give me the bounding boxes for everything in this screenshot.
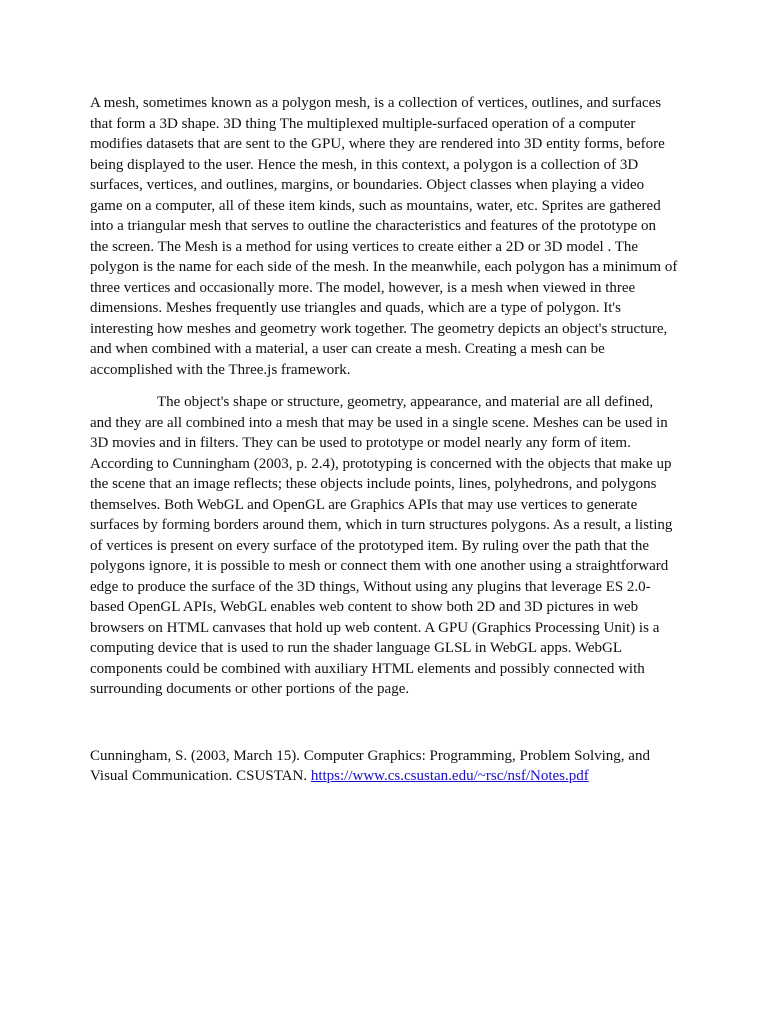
body-paragraph-1: A mesh, sometimes known as a polygon mesh, is a collection of vertices, outlines, and surfaces that form a 3D shape. 3D thing The multiplexed multiple-surfaced operation of a computer modifies datasets that are sent to the GPU, where they are rendered into 3D entity forms, before being displayed to the user. Hence the mesh, in this context, a polygon is a collection of 3D surfaces, vertices, and outlines, margins, or boundaries. Object classes when playing a video game on a computer, all of these item kinds, such as mountains, water, etc. Sprites are gathered into a triangular mesh that serves to outline the characteristics and features of the prototype on the screen. The Mesh is a method for using vertices to create either a 2D or 3D model . The polygon is the name for each side of the mesh. In the meanwhile, each polygon has a minimum of three vertices and occasionally more. The model, however, is a mesh when viewed in three dimensions. Meshes frequently use triangles and quads, which are a type of polygon. It's interesting how meshes and geometry work together. The geometry depicts an object's structure, and when combined with a material, a user can create a mesh. Creating a mesh can be accomplished with the Three.js framework. <box>90 95 678 378</box>
reference-text: Cunningham, S. (2003, March 15). Computer Graphics: Programming, Problem Solving, and Visual Communication. CSUSTAN. <box>90 747 650 784</box>
reference-link[interactable]: https://www.cs.csustan.edu/~rsc/nsf/Notes.pdf <box>310 768 589 784</box>
document-body <box>90 93 678 787</box>
body-paragraph-2: The object's shape or structure, geometry, appearance, and material are all defined, and they are all combined into a mesh that may be used in a single scene. Meshes can be used in 3D movies and in filters. They can be used to prototype or model nearly any form of item. According to Cunningham (2003, p. 2.4), prototyping is concerned with the objects that make up the scene that an image reflects; these objects include points, lines, polyhedrons, and polygons themselves. Both WebGL and OpenGL are Graphics APIs that may use vertices to generate surfaces by forming borders around them, which in turn structures polygons. As a result, a listing of vertices is present on every surface of the prototyped item. By ruling over the path that the polygons ignore, it is possible to mesh or connect them with one another using a straightforward edge to produce the surface of the 3D things, Without using any plugins that leverage ES 2.0-based OpenGL APIs, WebGL enables web content to show both 2D and 3D pictures in web browsers on HTML canvases that hold up web content. A GPU (Graphics Processing Unit) is a computing device that is used to run the shader language GLSL in WebGL apps. WebGL components could be combined with auxiliary HTML elements and possibly connected with surrounding documents or other portions of the page. <box>90 394 673 697</box>
reference-entry <box>90 746 678 787</box>
